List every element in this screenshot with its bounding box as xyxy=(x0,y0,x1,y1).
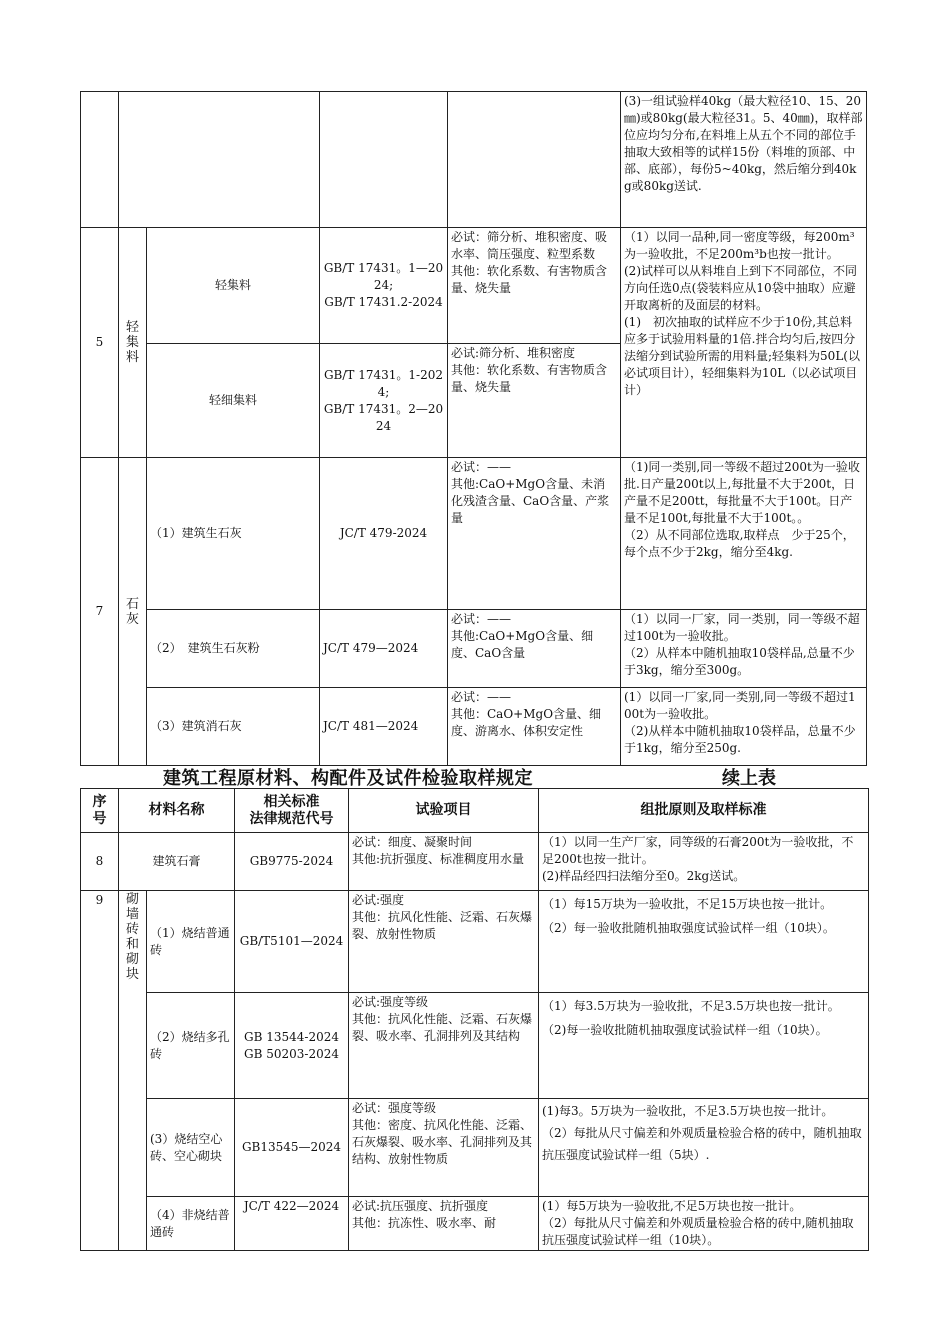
standard-code: GB/T 17431。1-2024; GB/T 17431。2—2024 xyxy=(320,344,448,458)
test-items: 必试：—— 其他:CaO+MgO含量、未消化残渣含量、CaO含量、产浆量 xyxy=(448,458,621,610)
header-standard: 相关标准 法律规范代号 xyxy=(235,789,349,833)
standard-code: GB/T 17431。1—2024; GB/T 17431.2-2024 xyxy=(320,228,448,344)
material-name: （2）烧结多孔砖 xyxy=(147,993,235,1099)
header-test: 试验项目 xyxy=(349,789,539,833)
row-number: 9 xyxy=(81,891,119,1251)
test-items: 必试：强度等级 其他：密度、抗风化性能、泛霜、石灰爆裂、吸水率、孔洞排列及其结构、放射性物质 xyxy=(349,1099,539,1197)
group-label: 砌墙砖和砌块 xyxy=(125,892,139,982)
material-name: (3）烧结空心砖、空心砌块 xyxy=(147,1099,235,1197)
group-label: 石灰 xyxy=(125,596,139,627)
test-items: 必试:强度 其他：抗风化性能、泛霜、石灰爆裂、放射性物质 xyxy=(349,891,539,993)
table-cell xyxy=(448,92,621,228)
rule-cell: (3)一组试验样40kg（最大粒径10、15、20㎜)或80kg(最大粒径31。5、40㎜)，取样部位应均匀分布,在料堆上从五个不同的部位手抽取大致相等的试样15份（料堆的顶部、中部、底部），每份5~40kg，然后缩分到40kg或80kg送试. xyxy=(621,92,867,228)
rule-cell: （1)同一类别,同一等级不超过200t为一验收批.日产量200t以上,每批量不大于200t，日产量不足200tt，每批量不大于100t。日产量不足100t,每批量不大于100t。。 （2）从不同部位选取,取样点 少于25个，每个点不少于2kg，缩分至4kg. xyxy=(621,458,867,610)
standard-code: JC/T 479—2024 xyxy=(320,610,448,688)
group-cell xyxy=(119,228,147,458)
material-name: （1）烧结普通砖 xyxy=(147,891,235,993)
row-number: 8 xyxy=(81,833,119,891)
table-row xyxy=(81,228,867,344)
standard-code: GB 13544-2024 GB 50203-2024 xyxy=(235,993,349,1099)
rule-cell: （1）以同一厂家，同一类别，同一等级不超过100t为一验收批。 （2）从样本中随机抽取10袋样品,总量不少于3kg，缩分至300g。 xyxy=(621,610,867,688)
material-name: （4）非烧结普通砖 xyxy=(147,1197,235,1251)
standard-code: GB/T5101—2024 xyxy=(235,891,349,993)
test-items: 必试:强度等级 其他：抗风化性能、泛霜、石灰爆裂、吸水率、孔洞排列及其结构 xyxy=(349,993,539,1099)
rule-cell: (1）以同一厂家,同一类别,同一等级不超过100t为一验收批。 （2)从样本中随机抽取10袋样品，总量不少于1kg，缩分至250g. xyxy=(621,688,867,766)
table-row xyxy=(81,1099,869,1197)
table-cell xyxy=(320,92,448,228)
group-cell xyxy=(119,458,147,766)
row-number: 7 xyxy=(81,458,119,766)
test-items: 必试：细度、凝聚时间 其他:抗折强度、标准稠度用水量 xyxy=(349,833,539,891)
page-title: 建筑工程原材料、构配件及试件检验取样规定 xyxy=(163,768,533,789)
standard-code: GB9775-2024 xyxy=(235,833,349,891)
test-items: 必试：—— 其他:CaO+MgO含量、细度、CaO含量 xyxy=(448,610,621,688)
material-name: 轻细集料 xyxy=(147,344,320,458)
rule-cell: (1)每3。5万块为一验收批，不足3.5万块也按一批计。 （2）每批从尺寸偏差和外观质量检验合格的砖中，随机抽取抗压强度试验试样一组（5块）. xyxy=(539,1099,869,1197)
row-number: 5 xyxy=(81,228,119,458)
group-cell xyxy=(119,891,147,1251)
material-name: 轻集料 xyxy=(147,228,320,344)
test-items: 必试:抗压强度、抗折强度 其他：抗冻性、吸水率、耐 xyxy=(349,1197,539,1251)
group-label: 轻集料 xyxy=(125,320,139,365)
table-cell xyxy=(81,92,119,228)
standard-code: JC/T 481—2024 xyxy=(320,688,448,766)
rule-cell: （1）以同一生产厂家，同等级的石膏200t为一验收批，不足200t也按一批计。 (2)样品经四扫法缩分至0。2kg送试。 xyxy=(539,833,869,891)
table-row xyxy=(81,833,869,891)
header-rule: 组批原则及取样标准 xyxy=(539,789,869,833)
material-table-part2 xyxy=(80,788,869,1251)
standard-code: GB13545—2024 xyxy=(235,1099,349,1197)
table-row xyxy=(81,688,867,766)
table-cell xyxy=(119,92,320,228)
test-items: 必试：—— 其他：CaO+MgO含量、细度、游离水、体积安定性 xyxy=(448,688,621,766)
rule-cell: （1）每15万块为一验收批，不足15万块也按一批计。 （2）每一验收批随机抽取强度试验试样一组（10块）。 xyxy=(539,891,869,993)
table-row xyxy=(81,1197,869,1251)
rule-cell: （1）每3.5万块为一验收批，不足3.5万块也按一批计。 （2)每一验收批随机抽取强度试验试样一组（10块）。 xyxy=(539,993,869,1099)
material-name: （1）建筑生石灰 xyxy=(147,458,320,610)
test-items: 必试:筛分析、堆积密度 其他：软化系数、有害物质含量、烧失量 xyxy=(448,344,621,458)
standard-code: JC/T 479-2024 xyxy=(320,458,448,610)
rule-cell: (1）每5万块为一验收批,不足5万块也按一批计。 （2）每批从尺寸偏差和外观质量检验合格的砖中,随机抽取抗压强度试验试样一组（10块）。 xyxy=(539,1197,869,1251)
material-name: （2） 建筑生石灰粉 xyxy=(147,610,320,688)
table-row xyxy=(81,458,867,610)
header-material: 材料名称 xyxy=(119,789,235,833)
table-row xyxy=(81,891,869,993)
table-row xyxy=(81,993,869,1099)
table-row xyxy=(81,610,867,688)
header-row xyxy=(81,789,869,833)
standard-code: JC/T 422—2024 xyxy=(235,1197,349,1251)
header-no: 序号 xyxy=(81,789,119,833)
test-items: 必试：筛分析、堆积密度、吸水率、筒压强度、粒型系数 其他：软化系数、有害物质含量、烧失量 xyxy=(448,228,621,344)
rule-cell: （1）以同一品种,同一密度等级，每200m³为一验收批，不足200m³b也按一批计。 (2)试样可以从料堆自上到下不同部位，不同方向任选0点(袋装料应从10袋中抽取）应避开取离析的及面层的材料。 (1) 初次抽取的试样应不少于10份,其总料应多于试验用料量的1倍.拌合均匀后,按四分法缩分到试验所需的用料量;轻集料为50L(以必试项目计），轻细集料为10L（以必试项目计） xyxy=(621,228,867,458)
material-name: 建筑石膏 xyxy=(119,833,235,891)
continued-label: 续上表 xyxy=(722,768,776,789)
table-row xyxy=(81,92,867,228)
material-name: （3）建筑消石灰 xyxy=(147,688,320,766)
material-table-part1 xyxy=(80,91,867,766)
